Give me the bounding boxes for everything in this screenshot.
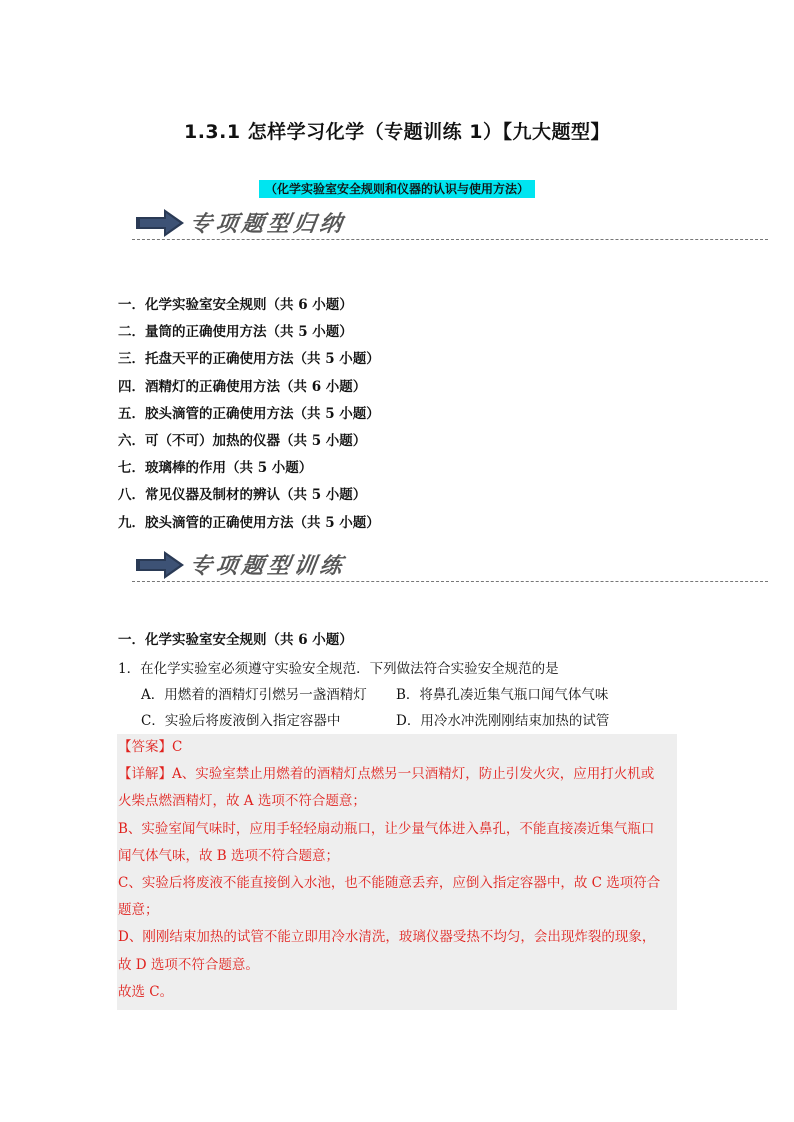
training-banner [132, 547, 768, 587]
explanation-line: 题意； [118, 902, 159, 919]
explanation-line: C、实验后将废液不能直接倒入水池，也不能随意丢弃，应倒入指定容器中，故 C 选项符合 [118, 875, 661, 892]
option-a: A．用燃着的酒精灯引燃另一盏酒精灯 [141, 687, 367, 703]
arrow-icon [136, 551, 186, 579]
answer-explanation-box [117, 734, 677, 1010]
topic-item: 三．托盘天平的正确使用方法（共 5 小题） [118, 351, 380, 368]
topic-item: 二．量筒的正确使用方法（共 5 小题） [118, 324, 353, 341]
topic-item: 六．可（不可）加热的仪器（共 5 小题） [118, 433, 367, 450]
topic-item: 五．胶头滴管的正确使用方法（共 5 小题） [118, 405, 380, 422]
explanation-line: 闻气体气味，故 B 选项不符合题意； [118, 847, 340, 864]
explanation-line: B、实验室闻气味时，应用手轻轻扇动瓶口，让少量气体进入鼻孔，不能直接凑近集气瓶口 [118, 820, 655, 837]
topic-item: 七．玻璃棒的作用（共 5 小题） [118, 460, 313, 477]
topic-item: 九．胶头滴管的正确使用方法（共 5 小题） [118, 514, 380, 531]
explanation-line: 火柴点燃酒精灯，故 A 选项不符合题意； [118, 793, 366, 810]
subtitle-wrapper [0, 178, 794, 198]
option-d: D．用冷水冲洗刚刚结束加热的试管 [396, 713, 610, 729]
document-title: 1.3.1 怎样学习化学（专题训练 1）【九大题型】 [183, 121, 611, 143]
answer-label: 【答案】C [118, 739, 183, 755]
banner-divider [132, 239, 768, 240]
summary-banner [132, 205, 768, 245]
explanation-line: D、刚刚结束加热的试管不能立即用冷水清洗，玻璃仪器受热不均匀，会出现炸裂的现象， [118, 929, 656, 946]
topic-item: 八．常见仪器及制材的辨认（共 5 小题） [118, 487, 367, 504]
banner-divider [132, 581, 768, 582]
document-subtitle: （化学实验室安全规则和仪器的认识与使用方法） [259, 180, 535, 198]
summary-banner-text: 专项题型归纳 [187, 211, 348, 237]
topic-list [118, 292, 380, 537]
explanation-line: 故选 C。 [118, 983, 174, 1000]
arrow-icon [136, 209, 186, 237]
question-stem: 1．在化学实验室必须遵守实验安全规范．下列做法符合实验安全规范的是 [118, 661, 559, 677]
option-b: B．将鼻孔凑近集气瓶口闻气体气味 [396, 687, 609, 703]
explanation-line: 故 D 选项不符合题意。 [118, 956, 259, 973]
explanation-line: 【详解】A、实验室禁止用燃着的酒精灯点燃另一只酒精灯，防止引发火灾，应用打火机或 [118, 766, 655, 783]
training-banner-text: 专项题型训练 [187, 553, 348, 579]
answer-options [141, 682, 651, 734]
option-c: C．实验后将废液倒入指定容器中 [141, 713, 341, 729]
topic-item: 一．化学实验室安全规则（共 6 小题） [118, 297, 353, 313]
topic-item: 四．酒精灯的正确使用方法（共 6 小题） [118, 378, 367, 395]
section-heading: 一．化学实验室安全规则（共 6 小题） [118, 632, 353, 648]
